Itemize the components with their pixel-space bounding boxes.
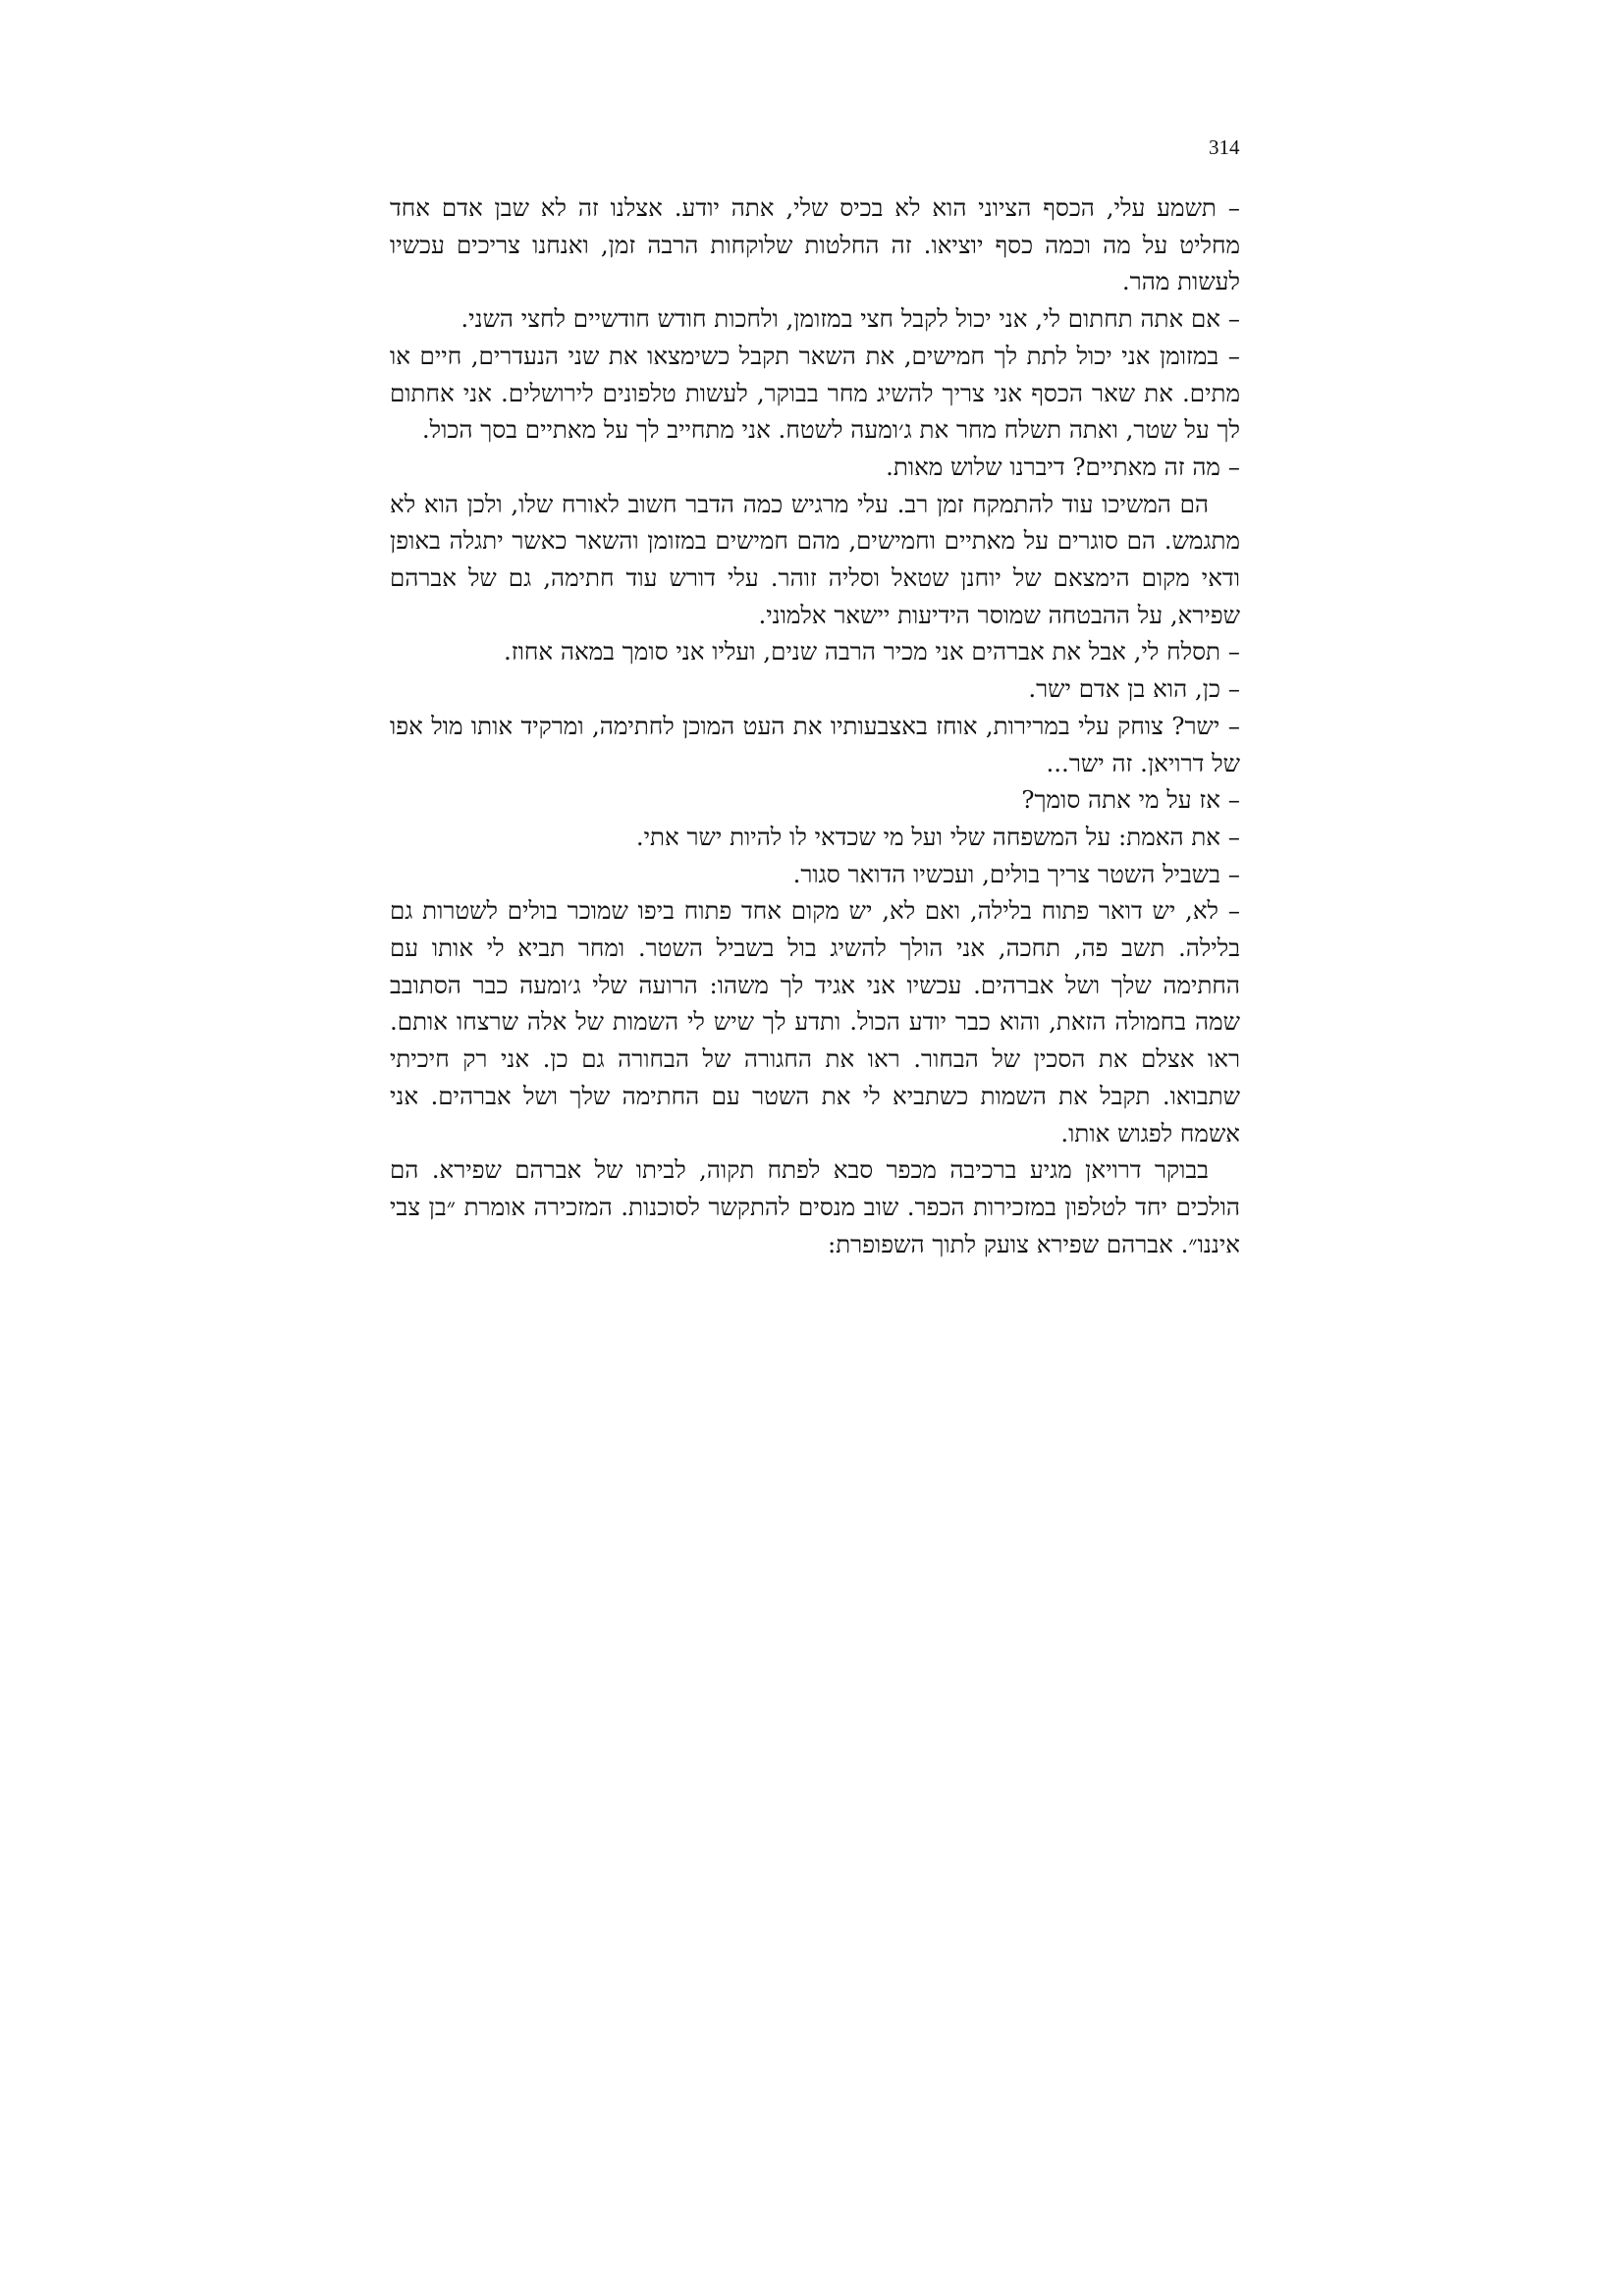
paragraph-5: הם המשיכו עוד להתמקח זמן רב. עלי מרגיש כמה הדבר חשוב לאורח שלו, ולכן הוא לא מתגמש. הם סוגרים על מאתיים וחמישים, מהם חמישים במזומן והשאר כאשר יתגלה באופן ודאי מקום הימצאם של יוחנן שטאל וסליה זוהר. עלי דורש עוד חתימה, גם של אברהם שפירא, על ההבטחה שמוסר הידיעות יישאר אלמוני.: [390, 489, 1240, 629]
paragraph-3: – במזומן אני יכול לתת לך חמישים, את השאר תקבל כשימצאו את שני הנעדרים, חיים או מתים. את שאר הכסף אני צריך להשיג מחר בבוקר, לעשות טלפונים לירושלים. אני אחתום לך על שטר, ואתה תשלח מחר את ג׳ומעה לשטח. אני מתחייב לך על מאתיים בסך הכול.: [390, 341, 1240, 445]
page-number: 314: [1209, 135, 1240, 159]
paragraph-10: – את האמת: על המשפחה שלי ועל מי שכדאי לו להיות ישר אתי.: [635, 822, 1240, 851]
paragraph-9: – אז על מי אתה סומך?: [1021, 785, 1240, 815]
body-text: [390, 189, 1240, 1262]
paragraph-4: – מה זה מאתיים? דיברנו שלוש מאות.: [886, 452, 1240, 481]
paragraph-7: – כן, הוא בן אדם ישר.: [1028, 674, 1240, 704]
paragraph-2: – אם אתה תחתום לי, אני יכול לקבל חצי במזומן, ולחכות חודש חודשיים לחצי השני.: [460, 304, 1240, 334]
paragraph-13: בבוקר דרויאן מגיע ברכיבה מכפר סבא לפתח תקוה, לביתו של אברהם שפירא. הם הולכים יחד לטלפון במזכירות הכפר. שוב מנסים להתקשר לסוכנות. המזכירה אומרת ״בן צבי איננו״. אברהם שפירא צועק לתוך השפופרת:: [390, 1155, 1240, 1258]
paragraph-1: – תשמע עלי, הכסף הציוני הוא לא בכיס שלי, אתה יודע. אצלנו זה לא שבן אדם אחד מחליט על מה וכמה כסף יוציאו. זה החלטות שלוקחות הרבה זמן, ואנחנו צריכים עכשיו לעשות מהר.: [390, 193, 1240, 296]
paragraph-6: – תסלח לי, אבל את אברהים אני מכיר הרבה שנים, ועליו אני סומך במאה אחוז.: [503, 637, 1240, 667]
paragraph-12: – לא, יש דואר פתוח בלילה, ואם לא, יש מקום אחד פתוח ביפו שמוכר בולים לשטרות גם בלילה. תשב פה, תחכה, אני הולך להשיג בול בשביל השטר. ומחר תביא לי אותו עם החתימה שלך ושל אברהים. עכשיו אני אגיד לך משהו: הרועה שלי ג׳ומעה כבר הסתובב שמה בחמולה הזאת, והוא כבר יודע הכול. ותדע לך שיש לי השמות של אלה שרצחו אותם. ראו אצלם את הסכין של הבחור. ראו את החגורה של הבחורה גם כן. אני רק חיכיתי שתבואו. תקבל את השמות כשתביא לי את השטר עם החתימה שלך ושל אברהים. אני אשמח לפגוש אותו.: [390, 896, 1240, 1148]
paragraph-11: – בשביל השטר צריך בולים, ועכשיו הדואר סגור.: [792, 859, 1240, 888]
paragraph-8: – ישר? צוחק עלי במרירות, אוחז באצבעותיו את העט המוכן לחתימה, ומרקיד אותו מול אפו של דרויאן. זה ישר...: [390, 711, 1240, 777]
